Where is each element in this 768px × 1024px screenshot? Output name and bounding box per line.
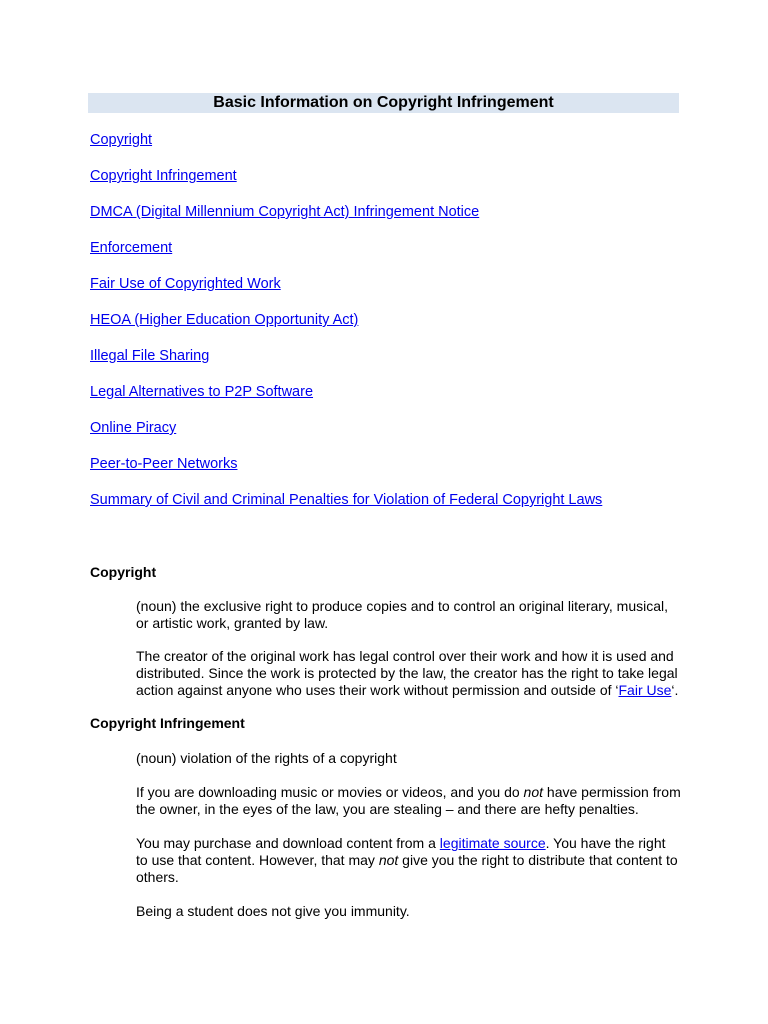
toc-link-fair-use[interactable]: Fair Use of Copyrighted Work bbox=[90, 276, 281, 292]
toc-link-illegal-file-sharing[interactable]: Illegal File Sharing bbox=[90, 348, 210, 364]
toc-item bbox=[90, 383, 602, 419]
infringement-definition: (noun) violation of the rights of a copyright bbox=[136, 750, 397, 766]
toc-item bbox=[90, 455, 602, 491]
infringement-text-start: If you are downloading music or movies or videos, and you do bbox=[136, 784, 524, 800]
infringement-downloading-paragraph bbox=[136, 784, 681, 818]
toc-link-legal-alternatives[interactable]: Legal Alternatives to P2P Software bbox=[90, 384, 314, 400]
copyright-definition: (noun) the exclusive right to produce copies and to control an original literary, musical, or artistic work, granted by law. bbox=[136, 598, 669, 631]
purchase-text-start: You may purchase and download content from a bbox=[136, 835, 440, 851]
purchase-text-middle: . You have the right to use that content. However, that may bbox=[136, 835, 666, 868]
copyright-explanation bbox=[136, 648, 681, 699]
toc-link-penalties-summary[interactable]: Summary of Civil and Criminal Penalties for Violation of Federal Copyright Laws bbox=[90, 492, 603, 508]
legitimate-source-link[interactable]: legitimate source bbox=[439, 835, 546, 851]
toc-link-copyright[interactable]: Copyright bbox=[90, 132, 153, 148]
toc-item bbox=[90, 239, 602, 275]
copyright-explanation-text: The creator of the original work has legal control over their work and how it is used and distributed. Since the work is protected by the law, the creator has the right to take legal action against anyone who uses their work without permission and outside of ‘ bbox=[136, 648, 678, 698]
toc-item bbox=[90, 203, 602, 239]
table-of-contents bbox=[90, 131, 602, 527]
student-immunity-paragraph: Being a student does not give you immunity. bbox=[136, 903, 410, 919]
toc-item bbox=[90, 311, 602, 347]
toc-link-heoa[interactable]: HEOA (Higher Education Opportunity Act) bbox=[90, 312, 359, 328]
emphasis-not: not bbox=[523, 784, 544, 800]
copyright-explanation-end: ‘. bbox=[671, 682, 679, 698]
purchase-text-end: give you the right to distribute that content to others. bbox=[136, 852, 678, 885]
section-heading-copyright: Copyright bbox=[90, 564, 157, 580]
toc-item bbox=[90, 275, 602, 311]
toc-link-dmca[interactable]: DMCA (Digital Millennium Copyright Act) Infringement Notice bbox=[90, 204, 480, 220]
infringement-purchase-paragraph bbox=[136, 835, 681, 886]
infringement-text-end: have permission from the owner, in the eyes of the law, you are stealing – and there are hefty penalties. bbox=[136, 784, 681, 817]
fair-use-inline-link[interactable]: Fair Use bbox=[618, 682, 672, 698]
emphasis-not: not bbox=[378, 852, 399, 868]
toc-link-online-piracy[interactable]: Online Piracy bbox=[90, 420, 177, 436]
toc-item bbox=[90, 131, 602, 167]
toc-item bbox=[90, 167, 602, 203]
toc-link-copyright-infringement[interactable]: Copyright Infringement bbox=[90, 168, 237, 184]
toc-item bbox=[90, 419, 602, 455]
section-heading-copyright-infringement: Copyright Infringement bbox=[90, 715, 245, 731]
toc-link-p2p-networks[interactable]: Peer-to-Peer Networks bbox=[90, 456, 238, 472]
document-title: Basic Information on Copyright Infringement bbox=[88, 93, 679, 113]
toc-item bbox=[90, 491, 602, 527]
toc-item bbox=[90, 347, 602, 383]
toc-link-enforcement[interactable]: Enforcement bbox=[90, 240, 173, 256]
